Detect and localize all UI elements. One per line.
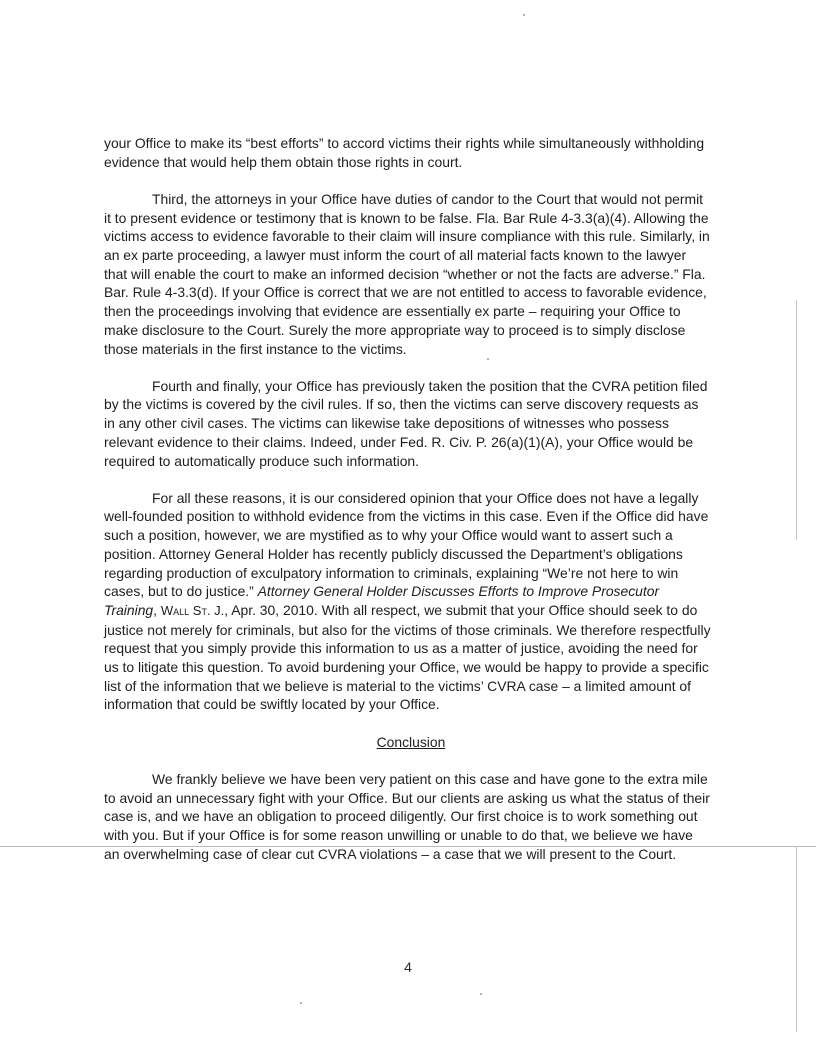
article-citation: Attorney General Holder Discusses Efforts to Improve Prosecutor Training bbox=[104, 583, 660, 618]
scan-line-vertical-lower bbox=[796, 846, 797, 1032]
scan-speck bbox=[523, 14, 525, 16]
paragraph-for-all-these-reasons bbox=[104, 489, 712, 714]
scan-speck bbox=[300, 1002, 302, 1004]
letter-body bbox=[104, 134, 712, 863]
scan-speck bbox=[480, 993, 482, 995]
journal-citation: Wall St. J. bbox=[160, 602, 225, 618]
scan-line-vertical-upper bbox=[796, 300, 797, 540]
paragraph-fourth-civil-rules: Fourth and finally, your Office has previously taken the position that the CVRA petition filed by the victims is covered by the civil rules. If so, then the victims can serve discovery requests as in any other civil cases. The victims can likewise take depositions of witnesses who possess relevant evidence to their claims. Indeed, under Fed. R. Civ. P. 26(a)(1)(A), your Office would be required to automatically produce such information. bbox=[104, 377, 708, 469]
page-number: 4 bbox=[404, 959, 412, 975]
paragraph-text: , bbox=[153, 601, 161, 618]
section-heading-conclusion: Conclusion bbox=[376, 733, 446, 750]
paragraph-text: For all these reasons, it is our considered opinion that your Office does not have a legally well-founded position to withhold evidence from the victims in this case. Even if the Office did have such a position, however, we are mystified as to why your Office would want to assert such a position. Attorney General Holder has recently publicly discussed the Department’s obligations regarding production of exculpatory information to criminals, explaining “We’re not here to win cases, but to do justice.” bbox=[104, 489, 709, 600]
paragraph-best-efforts: your Office to make its “best efforts” to accord victims their rights while simultaneously withholding evidence that would help them obtain those rights in court. bbox=[104, 135, 705, 170]
paragraph-text: , Apr. 30, 2010. With all respect, we submit that your Office should seek to do justice not merely for criminals, but also for the victims of those criminals. We therefore respectfully request that you simply provide this information to us as a matter of justice, avoiding the need for us to litigate this question. To avoid burdening your Office, we would be happy to provide a specific list of the information that we believe is material to the victims’ CVRA case – a limited amount of information that could be swiftly located by your Office. bbox=[104, 601, 711, 713]
paragraph-conclusion: We frankly believe we have been very patient on this case and have gone to the extra mile to avoid an unnecessary fight with your Office. But our clients are asking us what the status of their case is, and we have an obligation to proceed diligently. Our first choice is to work something out with you. But if your Office is for some reason unwilling or unable to do that, we believe we have an overwhelming case of clear cut CVRA violations – a case that we will present to the Court. bbox=[104, 770, 710, 862]
paragraph-third-candor: Third, the attorneys in your Office have duties of candor to the Court that would not permit it to present evidence or testimony that is known to be false. Fla. Bar Rule 4-3.3(a)(4). Allowing the victims access to evidence favorable to their claim will insure compliance with this rule. Similarly, in an ex parte proceeding, a lawyer must inform the court of all material facts known to the lawyer that will enable the court to make an informed decision “whether or not the facts are adverse.” Fla. Bar. Rule 4-3.3(d). If your Office is correct that we are not entitled to access to favorable evidence, then the proceedings involving that evidence are essentially ex parte – requiring your Office to make disclosure to the Court. Surely the more appropriate way to proceed is to simply disclose those materials in the first instance to the victims. bbox=[104, 190, 710, 357]
